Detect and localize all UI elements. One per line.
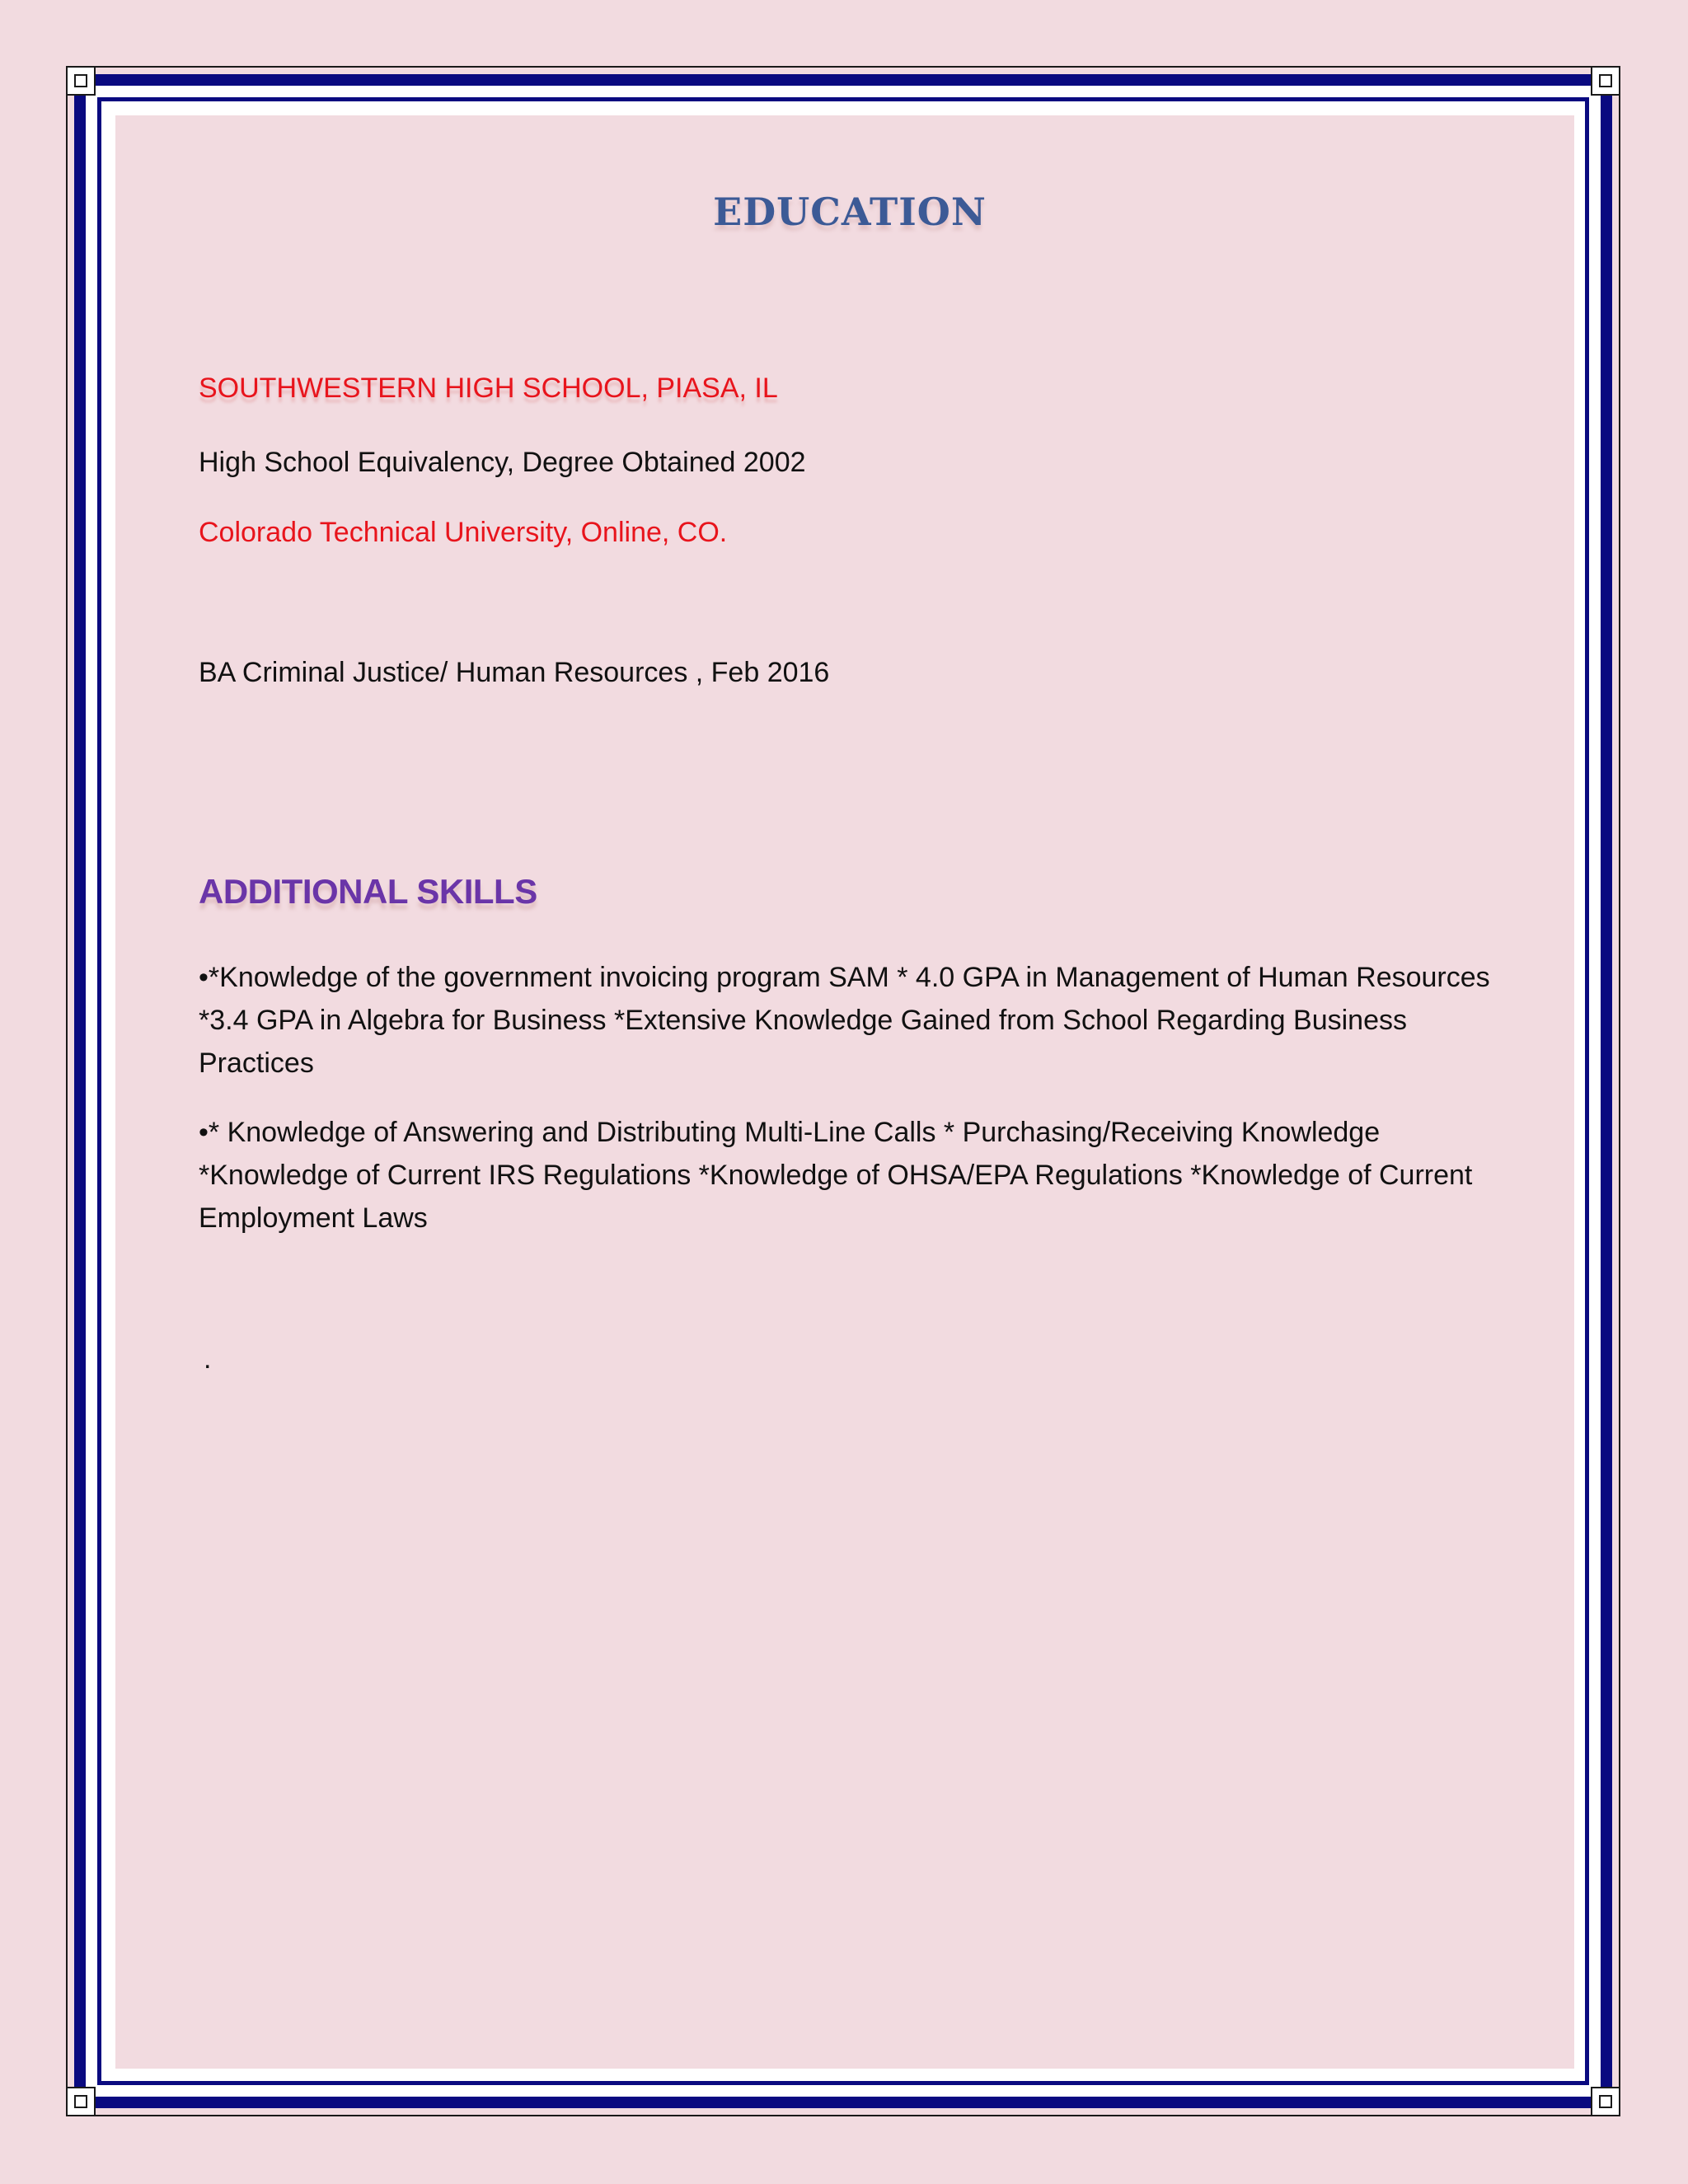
trailing-mark: . [204, 1343, 212, 1375]
page-content-area [115, 115, 1574, 2069]
corner-ornament-top-left [66, 66, 96, 96]
education-detail-2: BA Criminal Justice/ Human Resources , Feb 2016 [199, 657, 830, 688]
skill-item-1: •*Knowledge of the government invoicing program SAM * 4.0 GPA in Management of Human Resources *3.4 GPA in Algebra for Business *Extensive Knowledge Gained from School Regarding Business Practices [199, 962, 1490, 1079]
corner-ornament-bottom-left [66, 2087, 96, 2116]
corner-ornament-top-right [1591, 66, 1620, 96]
page-title: EDUCATION [713, 190, 987, 234]
education-school-1: SOUTHWESTERN HIGH SCHOOL, PIASA, IL [199, 373, 778, 404]
education-school-2: Colorado Technical University, Online, CO. [199, 517, 728, 548]
skills-heading: ADDITIONAL SKILLS [199, 872, 537, 911]
skill-item-2: •* Knowledge of Answering and Distributing Multi-Line Calls * Purchasing/Receiving Knowledge *Knowledge of Current IRS Regulations *Knowledge of OHSA/EPA Regulations *Knowledge of Current Employment Laws [199, 1117, 1473, 1234]
corner-ornament-bottom-right [1591, 2087, 1620, 2116]
education-detail-1: High School Equivalency, Degree Obtained 2002 [199, 447, 806, 478]
